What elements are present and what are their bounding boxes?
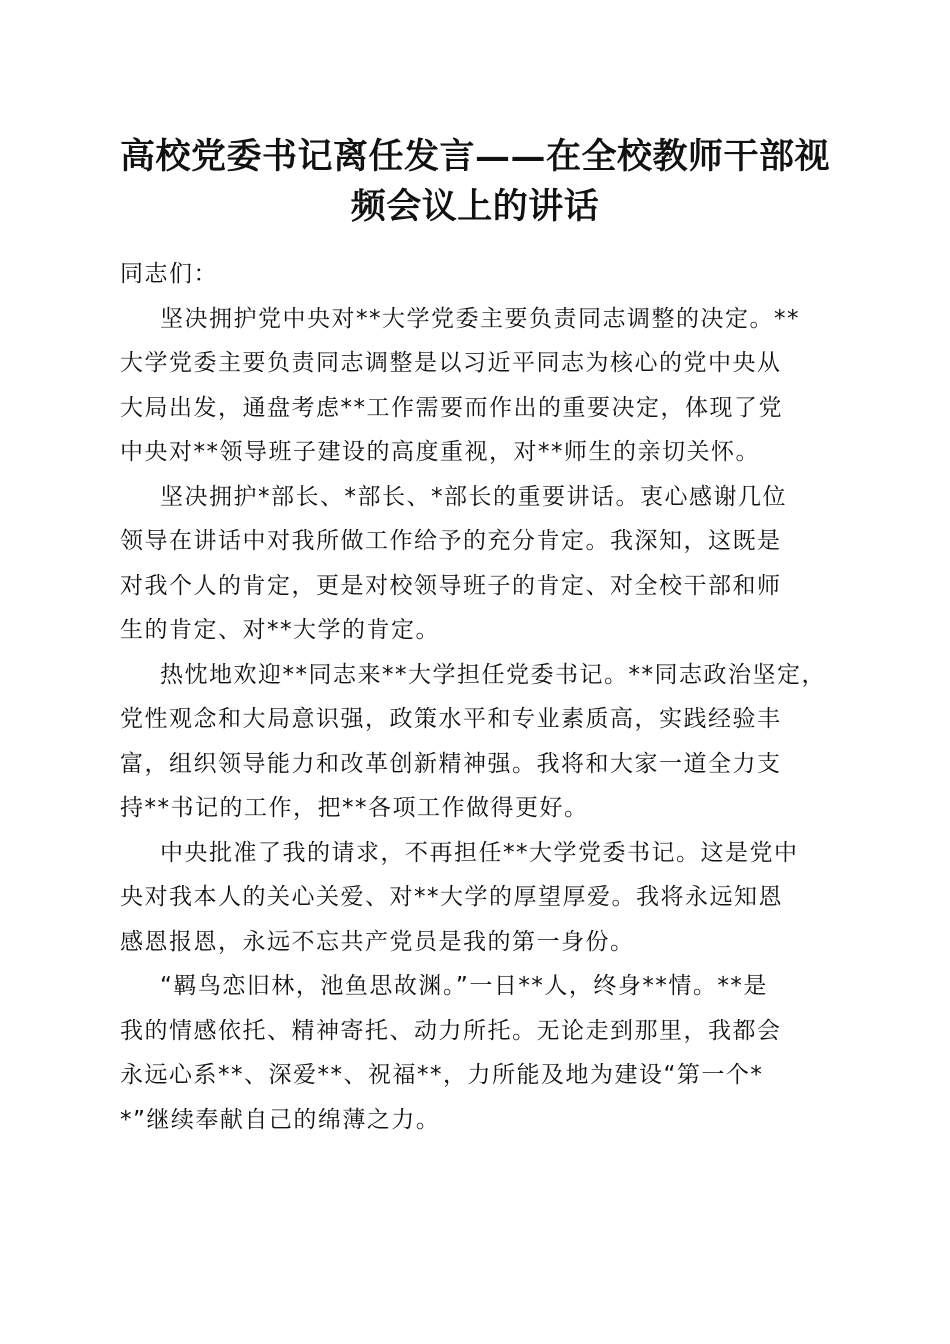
paragraph-1 [120,297,830,475]
paragraph-line: 永远心系**、深爱**、祝福**，力所能及地为建设“第一个* [120,1062,764,1088]
document-body [120,248,830,1142]
paragraph-4 [120,831,830,965]
paragraph-line: 生的肯定、对**大学的肯定。 [120,617,440,643]
paragraph-line: 中央批准了我的请求，不再担任**大学党委书记。这是党中 [160,839,799,866]
paragraph-line: 党性观念和大局意识强，政策水平和专业素质高，实践经验丰 [120,706,782,732]
paragraph-line: 领导在讲话中对我所做工作给予的充分肯定。我深知，这既是 [120,528,782,554]
paragraph-line: 热忱地欢迎**同志来**大学担任党委书记。**同志政治坚定， [160,661,826,688]
salutation: 同志们： [120,261,218,287]
title-line-1: 高校党委书记离任发言——在全校教师干部视 [119,136,830,177]
paragraph-line: 坚决拥护党中央对**大学党委主要负责同志调整的决定。** [160,305,800,332]
title-line-2: 频会议上的讲话 [350,186,600,227]
paragraph-line: 感恩报恩，永远不忘共产党员是我的第一身份。 [120,928,635,955]
paragraph-3 [120,653,830,831]
paragraph-5 [120,964,830,1142]
paragraph-line: “羁鸟恋旧林，池鱼思故渊。”一日**人，终身**情。**是 [160,973,768,999]
paragraph-line: 对我个人的肯定，更是对校领导班子的肯定、对全校干部和师 [120,572,782,599]
paragraph-line: 大局出发，通盘考虑**工作需要而作出的重要决定，体现了党 [120,394,783,421]
paragraph-line: 富，组织领导能力和改革创新精神强。我将和大家一道全力支 [120,750,782,777]
paragraph-line: 中央对**领导班子建设的高度重视，对**师生的亲切关怀。 [120,439,760,465]
paragraph-line: 持**书记的工作，把**各项工作做得更好。 [120,795,589,821]
paragraph-line: 我的情感依托、精神寄托、动力所托。无论走到那里，我都会 [120,1017,782,1044]
page-title [100,132,850,232]
paragraph-line: 大学党委主要负责同志调整是以习近平同志为核心的党中央从 [120,350,782,376]
paragraph-line: 坚决拥护*部长、*部长、*部长的重要讲话。衷心感谢几位 [160,483,787,510]
paragraph-line: 央对我本人的关心关爱、对**大学的厚望厚爱。我将永远知恩 [120,884,783,910]
paragraph-line: *”继续奉献自己的绵薄之力。 [120,1106,441,1133]
paragraph-2 [120,475,830,653]
